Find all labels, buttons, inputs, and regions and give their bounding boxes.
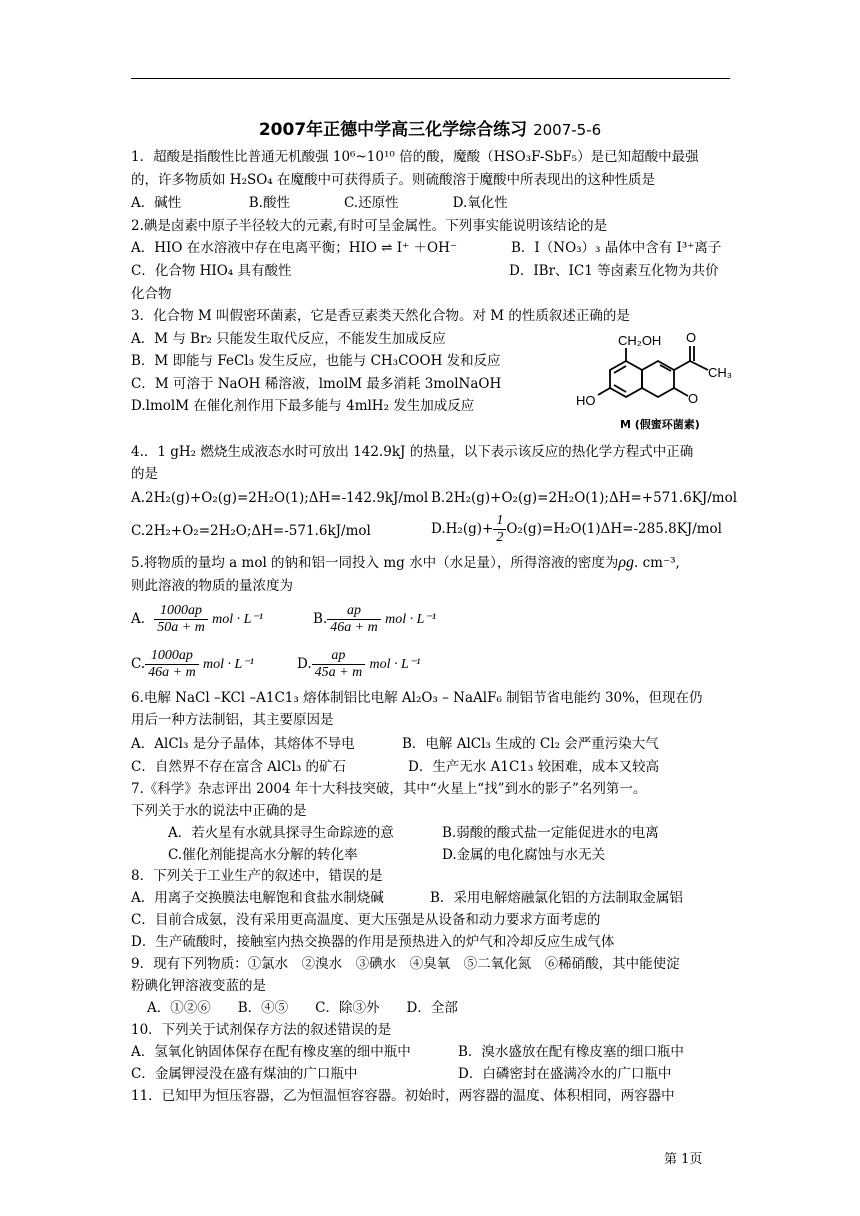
lactone-o-label: O [688,391,699,406]
q5-c-label: C. [131,656,146,672]
q5-a-fraction [154,603,208,636]
q2-option-d-cont: 化合物 [131,286,172,302]
q1-line2: 的，许多物质如 H₂SO₄ 在魔酸中可获得质子。则硫酸溶于魔酸中所表现出的这种性质是 [131,172,655,188]
density-symbol: ρg [618,554,635,571]
q4-option-a: A.2H₂(g)+O₂(g)=2H₂O(1);ΔH=-142.9kJ/mol [131,490,429,506]
q10-stem: 10．下列关于试剂保存方法的叙述错误的是 [131,1022,392,1038]
q6-line1: 6.电解 NaCl –KCl –A1C1₃ 熔体制铝比电解 Al₂O₃ – NaAlF₆ 制铝节省电能约 30%，但现在仍 [131,690,703,706]
q10-option-c: C．金属钾浸没在盛有煤油的广口瓶中 [131,1066,358,1082]
q5-b-fraction [327,603,381,636]
q5-b-label: B. [313,611,328,627]
q7-option-c: C.催化剂能提高水分解的转化率 [168,847,358,863]
q5-c-den: 46a + m [148,665,196,680]
page-number: 第 1页 [664,1152,703,1167]
q5-line1-pre: 5.将物质的量均 a mol 的钠和铝一同投入 mg 水中（水足量），所得溶液的密度为 [131,555,619,571]
q7-line2: 下列关于水的说法中正确的是 [131,803,307,819]
q8-option-a: A．用离子交换膜法电解饱和食盐水制烧碱 [131,890,384,906]
ch3-label: CH₃ [708,365,733,380]
q2-option-c: C．化合物 HIO₄ 具有酸性 [131,263,292,279]
q5-a-label: A． [131,611,155,627]
q2-option-b: B．I（NO₃）₃ 晶体中含有 I³⁺离子 [511,240,722,256]
q3-option-b: B．M 即能与 FeCl₃ 发生反应，也能与 CH₃COOH 发和反应 [131,353,501,369]
q5-d-label: D. [297,656,312,672]
q5-b-den: 46a + m [330,620,378,635]
q5-d-fraction [312,648,366,681]
q5-d-num: ap [312,648,366,665]
q7-option-a: A．若火星有水就具探寻生命踪迹的意 [168,825,394,841]
ho-label: HO [576,393,596,408]
top-rule [131,78,730,79]
q6-option-a: A．AlCl₃ 是分子晶体，其熔体不导电 [131,736,355,752]
half-numerator: 1 [493,513,506,530]
q4-option-b: B.2H₂(g)+O₂(g)=2H₂O(1);ΔH=+571.6KJ/mol [431,490,738,506]
q5-line2: 则此溶液的物质的量浓度为 [131,578,293,594]
molecule-structure-image [572,330,742,434]
q6-option-b: B．电解 AlCl₃ 生成的 Cl₂ 会严重污染大气 [402,736,659,752]
q3-option-c: C．M 可溶于 NaOH 稀溶液，lmolM 最多消耗 3molNaOH [131,376,502,392]
q4-option-c: C.2H₂+O₂=2H₂O;ΔH=-571.6kJ/mol [131,523,371,539]
q10-option-d: D．白磷密封在盛满冷水的广口瓶中 [458,1066,672,1082]
q3-option-a: A．M 与 Br₂ 只能发生取代反应，不能发生加成反应 [131,331,446,347]
q5-b-unit: mol · L⁻¹ [385,612,436,627]
q4-option-d [431,511,722,547]
q2-stem: 2.碘是卤素中原子半径较大的元素,有时可呈金属性。下列事实能说明该结论的是 [131,218,608,234]
q5-c-fraction [145,648,199,681]
q5-d-den: 45a + m [314,665,363,680]
q4-option-d-pre: D.H₂(g)+ [431,521,494,537]
q7-line1: 7.《科学》杂志评出 2004 年十大科技突破，其中“火星上“找”到水的影子”名列第一。 [131,781,647,797]
q2-option-d: D．IBr、IC1 等卤素互化物为共价 [509,263,719,279]
q8-option-c: C．目前合成氨，没有采用更高温度、更大压强是从设备和动力要求方面考虑的 [131,912,601,928]
q4-line2: 的是 [131,466,158,482]
q5-option-d [297,643,420,686]
q5-c-unit: mol · L⁻¹ [203,657,254,672]
page-title [0,115,860,140]
q5-option-c [131,643,254,686]
q5-a-den: 50a + m [157,620,205,635]
q8-option-b: B．采用电解熔融氯化铝的方法制取金属铝 [430,890,683,906]
pyrone-ring [642,361,674,397]
q9-options: A．①②⑥ B．④⑤ C．除③外 D．全部 [147,1000,458,1016]
q5-line1-post: . cm⁻³, [634,555,680,571]
q4-line1: 4.．1 gH₂ 燃烧生成液态水时可放出 142.9kJ 的热量，以下表示该反应的热化学方程式中正确 [131,444,694,460]
ketone-o-label: O [686,330,697,345]
ch2oh-label: CH₂OH [618,333,662,348]
q6-option-d: D．生产无水 A1C1₃ 较困难，成本又较高 [408,759,660,775]
q5-option-a [131,598,263,641]
q5-a-unit: mol · L⁻¹ [212,612,263,627]
q6-line2: 用后一种方法制铝，其主要原因是 [131,712,334,728]
q6-option-c: C．自然界不存在富含 AlCl₃ 的矿石 [131,759,347,775]
q8-option-d: D．生产硫酸时，接触室内热交换器的作用是预热进入的炉气和冷却反应生成气体 [131,934,615,950]
title-main: 2007年正德中学高三化学综合练习 [258,120,528,140]
q3-stem: 3．化合物 M 叫假密环菌素，它是香豆素类天然化合物。对 M 的性质叙述正确的是 [131,308,630,324]
q8-stem: 8．下列关于工业生产的叙述中，错误的是 [131,868,383,884]
q7-option-d: D.金属的电化腐蚀与水无关 [442,847,606,863]
q1-line1: 1．超酸是指酸性比普通无机酸强 10⁶~10¹⁰ 倍的酸，魔酸（HSO₃F-SbF₅）是已知超酸中最强 [131,149,699,165]
q4-option-d-post: O₂(g)=H₂O(1)ΔH=-285.8KJ/mol [506,521,722,537]
q2-option-a: A．HIO 在水溶液中存在电离平衡；HIO ⇌ I⁺ ＋OH⁻ [131,240,457,256]
q5-b-num: ap [327,603,381,620]
q10-option-a: A．氢氧化钠固体保存在配有橡皮塞的细中瓶中 [131,1044,411,1060]
molecule-caption: M (假蜜环菌素) [620,418,700,431]
q3-option-d: D.lmolM 在催化剂作用下最多能与 4mlH₂ 发生加成反应 [131,398,475,414]
half-denominator: 2 [496,530,504,545]
q5-d-unit: mol · L⁻¹ [369,657,421,672]
q5-a-num: 1000ap [154,603,208,620]
q9-line1: 9．现有下列物质：①氯水 ②溴水 ③碘水 ④臭氧 ⑤二氧化氮 ⑥稀硝酸，其中能使淀 [131,956,680,972]
q10-option-b: B．溴水盛放在配有橡皮塞的细口瓶中 [458,1044,684,1060]
q7-option-b: B.弱酸的酸式盐一定能促进水的电离 [442,825,659,841]
q11-line1: 11．已知甲为恒压容器，乙为恒温恒容容器。初始时，两容器的温度、体积相同，两容器中 [131,1088,675,1104]
q5-option-b [313,598,436,641]
q9-line2: 粉碘化钾溶液变蓝的是 [131,978,266,994]
title-date: 2007-5-6 [533,121,602,139]
half-fraction [493,513,506,546]
q1-options: A．碱性 B.酸性 C.还原性 D.氧化性 [131,195,508,211]
q5-c-num: 1000ap [145,648,199,665]
q5-line1 [131,554,680,572]
